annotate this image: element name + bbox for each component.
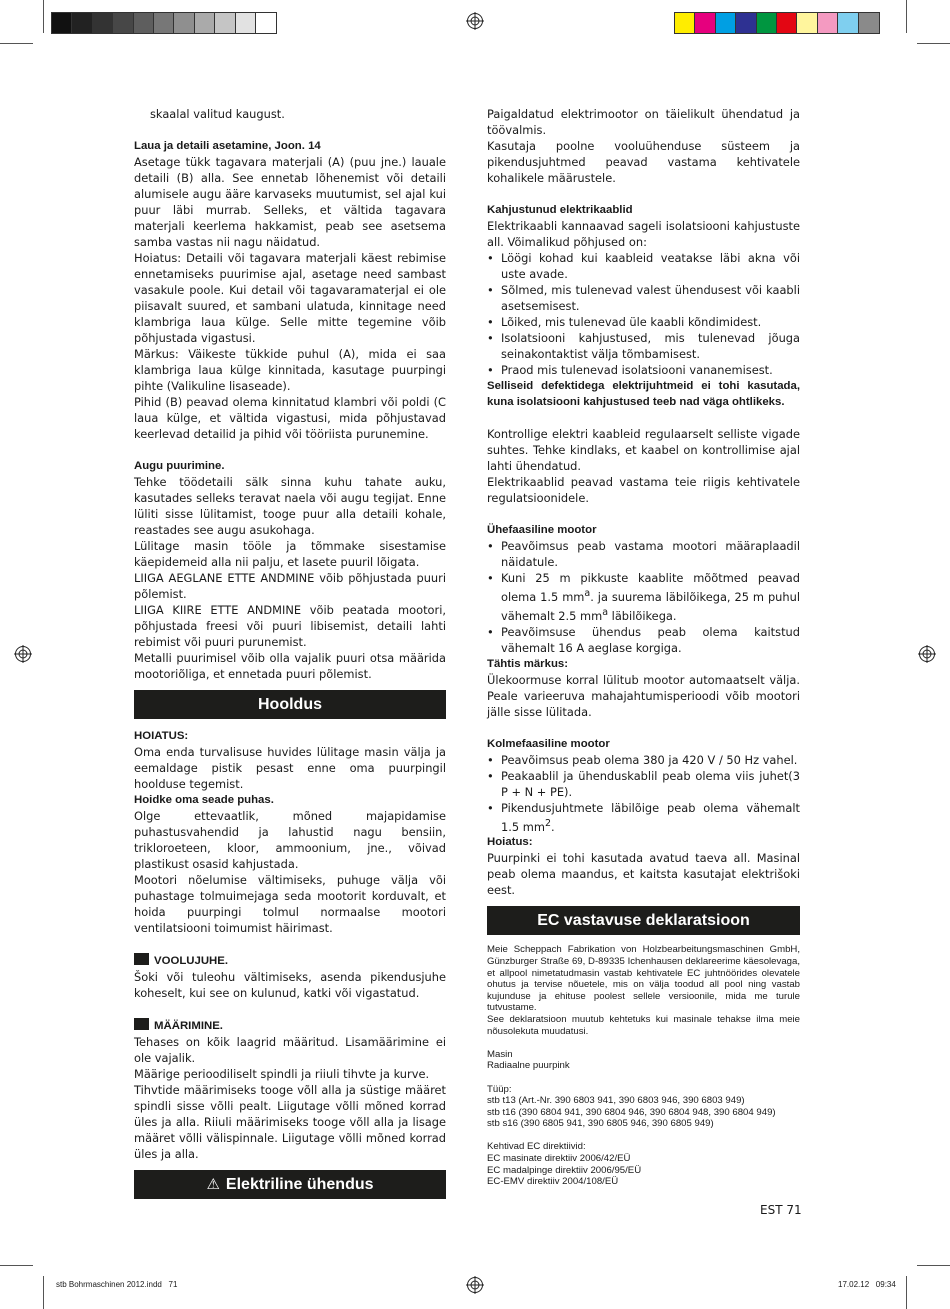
- calibration-swatch: [195, 13, 215, 33]
- paragraph: Puurpinki ei tohi kasutada avatud taeva all. Masinal peab olema maandus, et kaitsta kasutajat elektrišoki eest.: [487, 851, 800, 898]
- paragraph: Olge ettevaatlik, mõned majapidamise puhastusvahendid ja lahustid nagu bensiin, trikloroeteen, kloor, ammoonium, jne., võivad plastikust osasid kahjustada.: [134, 809, 446, 871]
- machine-value: Radiaalne puurpink: [487, 1060, 570, 1072]
- calibration-swatch: [757, 13, 777, 33]
- list-item: • Praod mis tulenevad isolatsiooni vananemisest.: [487, 362, 800, 378]
- color-calibration-bar: [674, 12, 880, 34]
- section-bar-ec-declaration: EC vastavuse deklaratsioon: [487, 906, 800, 935]
- section-heading-damaged-cables: Kahjustunud elektrikaablid: [487, 204, 633, 216]
- paragraph: Tihvtide määrimiseks tooge võll alla ja süstige määret spindli sisse võlli pealt. Liigutage võlli mõned korrad üles ja alla. Riiuli määrimiseks tooge võll alla ja lisage määret võlli välispinnale. Liigutage võlli mõned korrad üles ja alla.: [134, 1083, 446, 1161]
- paragraph: Lülitage masin tööle ja tõmmake sisestamise käepidemeid alla nii palju, et lasete puuril lõigata.: [134, 539, 446, 569]
- calibration-swatch: [716, 13, 736, 33]
- superscript: 2: [544, 817, 551, 829]
- paragraph: Šoki või tuleohu vältimiseks, asenda pikendusjuhe koheselt, kui see on kulunud, katki või vigastatud.: [134, 970, 446, 1000]
- left-column: [134, 106, 446, 1208]
- list-item: • Peakaablil ja ühenduskablil peab olema viis juhet(3 P + N + PE).: [487, 768, 800, 800]
- ec-paragraph: Meie Scheppach Fabrikation von Holzbearbeitungsmaschinen GmbH, Günzburger Straße 69, D-89335 Ichenhausen deklareerime käesolevaga, et allpool nimetatudmasin vastab kehtivatele EC juhtnöörides olevatele ohutus ja tervise nõuetele, mis on välja toodud all pool ning vastab kujunduse ja ehituse poolest sellele versioonile, mida me turule tutvustame.: [487, 944, 800, 1014]
- lube-heading-row: [134, 1017, 446, 1034]
- registration-mark-top-icon: [466, 12, 484, 30]
- section-bar-maintenance: Hooldus: [134, 690, 446, 719]
- calibration-swatch: [838, 13, 858, 33]
- directive-line: EC madalpinge direktiiv 2006/95/EÜ: [487, 1164, 642, 1176]
- calibration-swatch: [236, 13, 256, 33]
- section-heading-three-phase: Kolmefaasiline mootor: [487, 737, 610, 750]
- paragraph: Ülekoormuse korral lülitub mootor automaatselt välja. Peale varieeruva mahajahtumisperioodi võib mootori jälle sisse lülitada.: [487, 672, 800, 719]
- calibration-swatch: [93, 13, 113, 33]
- registration-mark-left-icon: [14, 645, 32, 663]
- ec-paragraph: See deklaratsioon muutub kehtetuks kui masinale tehakse ilma meie nõusolekuta muudatusi.: [487, 1013, 800, 1037]
- directives-label: Kehtivad EC direktiivid:: [487, 1141, 586, 1153]
- list-item: • Löögi kohad kui kaableid veatakse läbi akna või uste avade.: [487, 250, 800, 282]
- paragraph: Pihid (B) peavad olema kinnitatud klambri või poldi (C laua külge, et vältida vigastusi, mida põhjustavad keerlevad detailid ja pihid või tööriista purunemine.: [134, 395, 446, 441]
- calibration-swatch: [777, 13, 797, 33]
- calibration-swatch: [134, 13, 154, 33]
- slug-date: 17.02.12 09:34: [838, 1280, 896, 1289]
- warning-triangle-icon: ⚠: [206, 1176, 220, 1193]
- directive-line: EC-EMV direktiiv 2004/108/EÜ: [487, 1176, 619, 1188]
- square-marker-icon: [134, 953, 149, 965]
- type-line: stb t13 (Art.-Nr. 390 6803 941, 390 6803 946, 390 6803 949): [487, 1095, 745, 1107]
- paragraph: Elektrikaablid peavad vastama teie riigis kehtivatele regulatsioonidele.: [487, 475, 800, 505]
- type-line: stb t16 (390 6804 941, 390 6804 946, 390 6804 948, 390 6804 949): [487, 1106, 776, 1118]
- text-part: Kuni 25 m pikkuste kaablite mõõtmed peavad olema 1.5 mm: [501, 571, 800, 604]
- three-phase-list: [487, 752, 800, 835]
- single-phase-list: [487, 538, 800, 656]
- calibration-swatch: [52, 13, 72, 33]
- calibration-swatch: [818, 13, 838, 33]
- list-item: • Peavõimsuse ühendus peab olema kaitstud vähemalt 16 A aeglase korgiga.: [487, 624, 800, 656]
- bold-warning: Selliseid defektidega elektrijuhtmeid ei tohi kasutada, kuna isolatsiooni kahjustused teeb nad väga ohtlikeks.: [487, 380, 800, 408]
- intro-text: skaalal valitud kaugust.: [150, 107, 285, 121]
- calibration-swatch: [797, 13, 817, 33]
- list-item: • Sõlmed, mis tulenevad valest ühendusest või kaabli asetsemisest.: [487, 282, 800, 314]
- square-marker-icon: [134, 1018, 149, 1030]
- calibration-swatch: [174, 13, 194, 33]
- clean-heading: Hoidke oma seade puhas.: [134, 794, 274, 806]
- paragraph: Tehke töödetaili sälk sinna kuhu tahate auku, kasutades selleks teravat naela või augu tegijat. Enne lüliti sisse lülitamist, tooge puur alla detaili kohale, reastades see augu asukohaga.: [134, 475, 446, 537]
- right-column: [487, 106, 800, 1188]
- paragraph: Kontrollige elektri kaableid regulaarselt selliste vigade suhtes. Tehke kindlaks, et kaabel on kontrollimise ajal lahti ühendatud.: [487, 427, 800, 473]
- list-item: • Peavõimsus peab vastama mootori määraplaadil näidatule.: [487, 538, 800, 570]
- superscript: a: [602, 606, 609, 618]
- lube-heading: MÄÄRIMINE.: [154, 1020, 223, 1032]
- paragraph: Mootori nõelumise vältimiseks, puhuge välja või puhastage tolmuimejaga seda mootorit korduvalt, et hoida puurpingi tolmul normaalse mootori ventilatsiooni toimumist häirimast.: [134, 873, 446, 935]
- text-part: Pikendusjuhtmete läbilõige peab olema vähemalt 1.5 mm: [501, 800, 800, 834]
- text-part: .: [550, 819, 555, 834]
- text-part: . ja suurema läbilõikega, 25 m puhul vähemalt 2.5 mm: [501, 589, 800, 623]
- list-item: • Isolatsiooni kahjustused, mis tulenevad jõuga seinakontaktist välja tõmbamisest.: [487, 330, 800, 362]
- slug-file-name: stb Bohrmaschinen 2012.indd 71: [56, 1280, 178, 1289]
- section-heading-table-workpiece: Laua ja detaili asetamine, Joon. 14: [134, 140, 321, 152]
- ec-declaration: [487, 944, 800, 1187]
- registration-mark-bottom-icon: [466, 1276, 484, 1294]
- calibration-swatch: [154, 13, 174, 33]
- paragraph: Märkus: Väikeste tükkide puhul (A), mida ei saa klambriga laua külge kinnitada, kasutage puurpingi pihte (Valikuline lisaseade).: [134, 347, 446, 393]
- list-item: • Peavõimsus peab olema 380 ja 420 V / 50 Hz vahel.: [487, 752, 800, 768]
- section-heading-single-phase: Ühefaasiline mootor: [487, 524, 597, 536]
- page-number: EST 71: [760, 1203, 802, 1217]
- cable-heading: VOOLUJUHE.: [154, 955, 229, 967]
- section-heading-drilling: Augu puurimine.: [134, 460, 225, 472]
- paragraph: LIIGA AEGLANE ETTE ANDMINE võib põhjustada puuri põlemist.: [134, 571, 446, 601]
- registration-mark-right-icon: [918, 645, 936, 663]
- calibration-swatch: [675, 13, 695, 33]
- directive-line: EC masinate direktiiv 2006/42/EÜ: [487, 1153, 631, 1165]
- superscript: a: [584, 588, 591, 599]
- grayscale-calibration-bar: [51, 12, 277, 34]
- cable-heading-row: [134, 952, 446, 969]
- warning-heading: HOIATUS:: [134, 730, 189, 742]
- paragraph: Määrige perioodiliselt spindli ja riiuli tihvte ja kurve.: [134, 1067, 430, 1081]
- electrical-bar-title: Elektriline ühendus: [225, 1176, 374, 1193]
- paragraph: Elektrikaabli kannaavad sageli isolatsiooni kahjustuste all. Võimalikud põhjused on:: [487, 219, 800, 249]
- paragraph: Paigaldatud elektrimootor on täielikult ühendatud ja töövalmis.: [487, 107, 800, 137]
- type-line: stb s16 (390 6805 941, 390 6805 946, 390 6805 949): [487, 1118, 714, 1130]
- paragraph: Kasutaja poolne vooluühenduse süsteem ja pikendusjuhtmed peavad vastama kehtivatele kohalikele määrustele.: [487, 139, 800, 185]
- machine-label: Masin: [487, 1048, 513, 1060]
- section-bar-electrical: [134, 1170, 446, 1199]
- paragraph: Oma enda turvalisuse huvides lülitage masin välja ja eemaldage pistik pesast enne oma puurpingil hoolduse tegemist.: [134, 745, 446, 791]
- paragraph: Metalli puurimisel võib olla vajalik puuri otsa määrida mootoriõliga, et ennetada puuri põlemist.: [134, 651, 446, 681]
- list-item: [487, 800, 800, 835]
- warning-heading: Hoiatus:: [487, 836, 533, 849]
- calibration-swatch: [859, 13, 879, 33]
- calibration-swatch: [215, 13, 235, 33]
- text-part: läbilõikega.: [608, 608, 677, 623]
- damage-causes-list: [487, 250, 800, 378]
- calibration-swatch: [72, 13, 92, 33]
- calibration-swatch: [113, 13, 133, 33]
- type-label: Tüüp:: [487, 1083, 512, 1095]
- paragraph: Asetage tükk tagavara materjali (A) (puu jne.) lauale detaili (B) alla. See ennetab lõhenemist või detaili alumisele augu ääre karvaseks muutumist, sel ajal kui puur läbi murrab. Selleks, et vältida tagavara materjali keerlema hakkamist, peab see asetsema samba vastas nii nagu näidatud.: [134, 155, 446, 249]
- list-item: [487, 570, 800, 624]
- paragraph: LIIGA KIIRE ETTE ANDMINE võib peatada mootori, põhjustada freesi või puuri libisemist, detaili lahti rebimist või puuri purunemist.: [134, 603, 446, 649]
- list-item: • Lõiked, mis tulenevad üle kaabli kõndimidest.: [487, 314, 800, 330]
- paragraph: Tehases on kõik laagrid määritud. Lisamäärimine ei ole vajalik.: [134, 1035, 446, 1065]
- calibration-swatch: [736, 13, 756, 33]
- paragraph: Hoiatus: Detaili või tagavara materjali käest rebimise ennetamiseks puurimise ajal, asetage need sambast vasakule poole. Kui detail või tagavaramaterjal ei ole piisavalt suured, et sambani ulatuda, kinnitage need klambriga laua külge. Selle mitte tegemine võib põhjustada vigastusi.: [134, 251, 446, 345]
- important-note-heading: Tähtis märkus:: [487, 657, 569, 670]
- calibration-swatch: [695, 13, 715, 33]
- calibration-swatch: [256, 13, 276, 33]
